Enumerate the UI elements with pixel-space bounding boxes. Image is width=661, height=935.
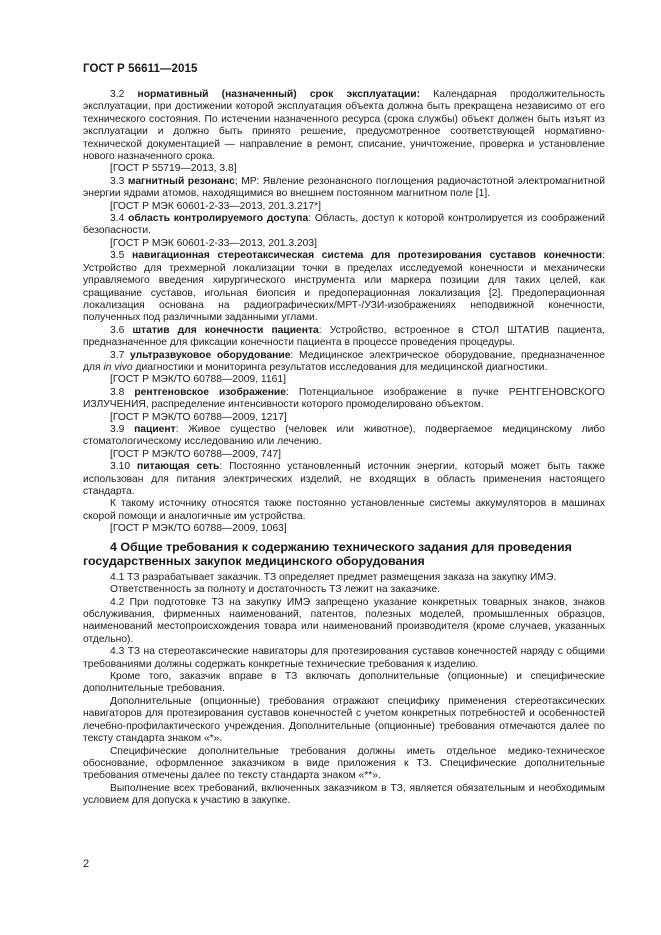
term-definition-pre: : Медицинское электрическое оборудование, предназначенное для — [83, 349, 605, 373]
paragraph: Ответственность за полноту и достаточность ТЗ лежит на заказчике. — [110, 584, 441, 596]
paragraph: Дополнительные (опционные) требования отражают специфику применения стереотаксических навигаторов для протезирования суставов конечностей с учетом конкретных потребностей и особенностей лечебно-профилактического учреждения. Дополнительные (опционные) требования отмечаются далее по тексту стандарта знаком «*». — [83, 695, 605, 745]
term-3-5: 3.5 навигационная стереотаксическая система для протезирования суставов конечности: Устройство для трехмерной локализации точки в пределах исследуемой конечности и механически управляемого введения хирургического инструмента или маркера позиции для таких целей, как сращивание суставов, игольная биопсия и предоперационная локализация [2]. Предоперационная локализация основана на радиографических/МРТ-/УЗИ-изображениях неподвижной конечности, полученных под различными заданными углами. — [83, 250, 605, 324]
term-title: магнитный резонанс — [127, 175, 235, 187]
term-definition: : Область, доступ к которой контролируется из соображений безопасности. — [83, 213, 605, 237]
term-3-2: 3.2 нормативный (назначенный) срок эксплуатации: Календарная продолжительность эксплуатации, при достижении которой эксплуатация объекта должна быть прекращена независимо от его технического состояния. По истечении назначенного ресурса (срока службы) объект должен быть изъят из эксплуатации и должно быть принято решение, предусмотренное соответствующей нормативно-технической документацией — направление в ремонт, списание, уничтожение, проверка и установление нового назначенного срока. — [83, 89, 606, 163]
term-3-4: 3.4 область контролируемого доступа: Область, доступ к которой контролируется из соображений безопасности. — [83, 213, 605, 237]
paragraph: Кроме того, заказчик вправе в ТЗ включать дополнительные (опционные) и специфические дополнительные требования. — [83, 671, 605, 695]
term-reference: [ГОСТ Р МЭК 60601-2-33—2013, 201.3.203] — [110, 237, 317, 249]
term-reference: [ГОСТ Р МЭК/ТО 60788—2009, 747] — [110, 448, 281, 460]
term-reference: [ГОСТ Р МЭК/ТО 60788—2009, 1217] — [110, 411, 287, 423]
term-title: навигационная стереотаксическая система для протезирования суставов конечности — [132, 250, 603, 262]
term-title: пациент — [134, 423, 176, 435]
term-definition: : Устройство, встроенное в СТОЛ ШТАТИВ пациента, предназначенное для фиксации конечности пациента в процессе проведения процедуры. — [83, 324, 605, 349]
term-definition: : Устройство для трехмерной локализации точки в пределах исследуемой конечности и механически управляемого введения хирургического инструмента или маркера позиции для таких целей, как сращивание суставов, игольная биопсия и предоперационная локализация [2]. Предоперационная локализация основана на радиографических/МРТ-/УЗИ-изображениях неподвижной конечности, полученных под различными заданными углами. — [83, 250, 605, 324]
document-body — [83, 89, 605, 808]
paragraph: Выполнение всех требований, включенных заказчиком в ТЗ, является обязательным и необходимым условием для допуска к участию в закупке. — [83, 782, 605, 807]
term-3-3: 3.3 магнитный резонанс; МР: Явление резонансного поглощения радиочастотной электромагнитной энергии ядрами атомов, находящимися во внешнем постоянном магнитном поле [1]. — [83, 175, 605, 200]
paragraph-4-3: 4.3 ТЗ на стереотаксические навигаторы для протезирования суставов конечностей наряду с общими требованиями должны содержать конкретные технические требования к изделию. — [83, 646, 605, 670]
term-definition: Календарная продолжительность эксплуатации, при достижении которой эксплуатация объекта должна быть прекращена независимо от его технического состояния. По истечении назначенного ресурса (срока службы) объект должен быть изъят из эксплуатации и должно быть принято решение, предусмотренное соответствующей нормативно-технической документацией — направление в ремонт, списание, уничтожение, проверка и установление нового назначенного срока. — [83, 89, 606, 163]
term-definition: диагностики и мониторинга результатов исследования для медицинской диагностики. — [132, 361, 548, 373]
term-title: ультразвуковое оборудование — [130, 349, 291, 361]
term-title: область контролируемого доступа — [128, 213, 309, 225]
term-title: питающая сеть — [136, 461, 220, 473]
term-3-9: 3.9 пациент: Живое существо (человек или животное), подвергаемое медицинскому либо стоматологическому исследованию или лечению. — [83, 423, 605, 448]
term-definition: ; МР: Явление резонансного поглощения радиочастотной электромагнитной энергии ядрами атомов, находящимися во внешнем постоянном магнитном поле [1]. — [83, 175, 605, 200]
term-definition: : Живое существо (человек или животное), подвергаемое медицинскому либо стоматологическому исследованию или лечению. — [83, 423, 605, 448]
term-reference: [ГОСТ Р МЭК 60601-2-33—2013, 201.3.217*] — [110, 200, 321, 212]
paragraph-4-1: 4.1 ТЗ разрабатывает заказчик. ТЗ определяет предмет размещения заказа на закупку ИМЭ. — [110, 571, 557, 583]
term-reference: [ГОСТ Р МЭК/ТО 60788—2009, 1063] — [110, 523, 287, 535]
term-title: штатив для конечности пациента — [132, 324, 319, 336]
term-note: К такому источнику относятся также постоянно установленные системы аккумуляторов в машинах скорой помощи и аналогичные им устройства. — [83, 498, 605, 522]
term-3-8: 3.8 рентгеновское изображение: Потенциальное изображение в пучке РЕНТГЕНОВСКОГО ИЗЛУЧЕНИЯ, распределение интенсивности которого промоделировано объектом. — [83, 386, 605, 411]
term-3-6: 3.6 штатив для конечности пациента: Устройство, встроенное в СТОЛ ШТАТИВ пациента, предназначенное для фиксации конечности пациента в процессе проведения процедуры. — [83, 324, 605, 349]
term-reference: [ГОСТ Р 55719—2013, 3.8] — [110, 163, 237, 175]
term-3-10: 3.10 питающая сеть: Постоянно установленный источник энергии, который может быть также использован для питания электрических изделий, не входящих в область применения настоящего стандарта. — [83, 461, 605, 497]
term-definition-italic: in vivo — [103, 361, 133, 373]
term-3-7: 3.7 ультразвуковое оборудование: Медицинское электрическое оборудование, предназначенное для in vivo диагностики и мониторинга результатов исследования для медицинской диагностики. — [83, 349, 605, 373]
term-title: нормативный (назначенный) срок эксплуатации: — [137, 89, 421, 100]
paragraph-4-2: 4.2 При подготовке ТЗ на закупку ИМЭ запрещено указание конкретных товарных знаков, знаков обслуживания, фирменных наименований, патентов, полезных моделей, промышленных образцов, наименований местопроисхождения товара или наименований производителя (кроме случаев, указанных отдельно). — [83, 596, 605, 645]
term-title: рентгеновское изображение — [134, 386, 286, 398]
paragraph: Специфические дополнительные требования должны иметь отдельное медико-техническое обоснование, оформленное заказчиком в виде приложения к ТЗ. Специфические дополнительные требования отмечены далее по тексту стандарта знаком «**». — [83, 745, 605, 782]
page-number: 2 — [83, 858, 90, 870]
term-definition: : Потенциальное изображение в пучке РЕНТГЕНОВСКОГО ИЗЛУЧЕНИЯ, распределение интенсивности которого промоделировано объектом. — [83, 386, 605, 411]
term-definition: : Постоянно установленный источник энергии, который может быть также использован для питания электрических изделий, не входящих в область применения настоящего стандарта. — [83, 461, 605, 497]
section-4-heading: 4 Общие требования к содержанию технического задания для проведения государственных закупок медицинского оборудования — [83, 539, 572, 569]
document-header: ГОСТ Р 56611—2015 — [83, 63, 198, 75]
term-reference: [ГОСТ Р МЭК/ТО 60788—2009, 1161] — [110, 374, 286, 386]
